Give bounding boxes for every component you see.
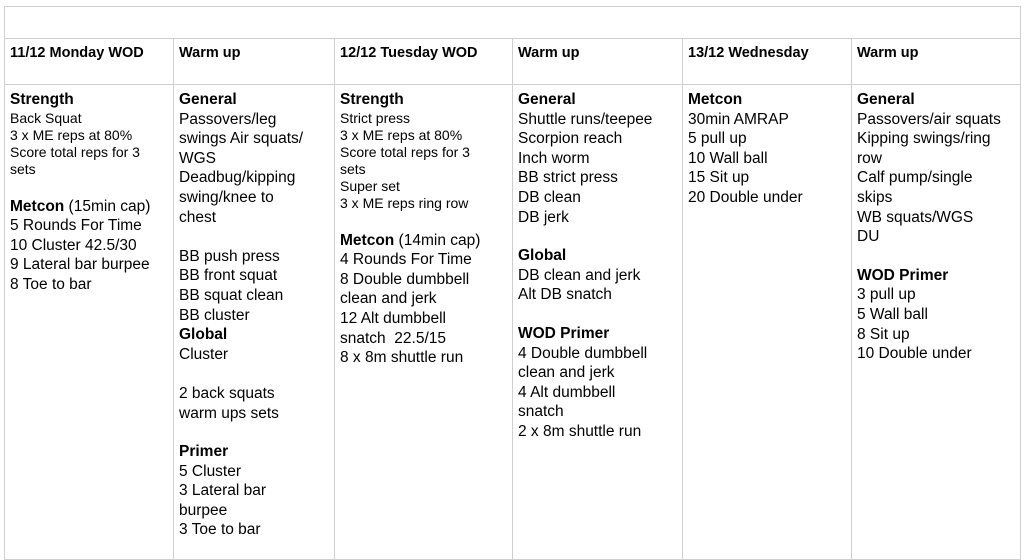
exercise-line: burpee: [179, 501, 228, 519]
block-heading-text: General: [179, 91, 237, 108]
workout-block: [10, 90, 168, 178]
workout-block: [518, 246, 677, 305]
exercise-line: 3 Toe to bar: [179, 521, 261, 539]
exercise-line: 3 pull up: [857, 286, 916, 304]
exercise-line: Kipping swings/ring: [857, 130, 991, 148]
exercise-line: 10 Wall ball: [688, 149, 768, 167]
workout-block: [179, 442, 329, 540]
exercise-line: Cluster: [179, 345, 229, 363]
exercise-line: 4 Double dumbbell: [518, 344, 648, 362]
exercise-line: sets: [340, 160, 366, 177]
exercise-line: BB cluster: [179, 306, 250, 324]
workout-block: [857, 266, 1015, 364]
block-heading: [179, 325, 329, 345]
workout-block: [340, 90, 507, 212]
exercise-line: sets: [10, 160, 36, 177]
exercise-line: Scorpion reach: [518, 130, 623, 148]
block-heading: [688, 90, 846, 110]
exercise-line: 3 x ME reps ring row: [340, 194, 469, 211]
workout-block: [518, 324, 677, 442]
exercise-line: [179, 364, 329, 384]
exercise-line: skips: [857, 188, 893, 206]
workout-block: [179, 90, 329, 325]
exercise-line: 9 Lateral bar burpee: [10, 256, 150, 274]
exercise-line: 5 Cluster: [179, 462, 242, 480]
column-header: 11/12 Monday WOD: [5, 39, 174, 85]
column-header: Warm up: [174, 39, 335, 85]
block-heading-text: General: [857, 91, 915, 108]
workout-block: [518, 90, 677, 227]
exercise-line: snatch 22.5/15: [340, 329, 446, 347]
exercise-line: BB front squat: [179, 267, 278, 285]
exercise-line: 5 Rounds For Time: [10, 217, 142, 235]
exercise-line: chest: [179, 208, 217, 226]
exercise-line: row: [857, 149, 882, 167]
exercise-line: 10 Double under: [857, 345, 972, 363]
exercise-line: DU: [857, 228, 880, 246]
block-heading: [179, 90, 329, 110]
exercise-line: Score total reps for 3: [10, 143, 140, 160]
block-heading: [179, 442, 329, 462]
exercise-line: Alt DB snatch: [518, 286, 612, 304]
block-heading-text: Global: [518, 247, 567, 265]
exercise-line: warm ups sets: [179, 404, 279, 422]
block-heading-text: Strength: [10, 91, 74, 108]
exercise-line: BB squat clean: [179, 286, 284, 304]
column-content: [5, 85, 174, 560]
exercise-line: DB clean: [518, 188, 581, 206]
block-heading: [10, 90, 168, 110]
block-heading: [340, 231, 507, 251]
block-heading-text: Strength: [340, 91, 404, 108]
block-heading-text: WOD Primer: [857, 266, 949, 284]
workout-block: [10, 197, 168, 295]
exercise-line: Shuttle runs/teepee: [518, 110, 653, 128]
workout-block: [688, 90, 846, 208]
exercise-line: DB jerk: [518, 208, 569, 226]
exercise-line: swing/knee to: [179, 188, 274, 206]
exercise-line: 4 Alt dumbbell: [518, 383, 616, 401]
exercise-line: Inch worm: [518, 149, 590, 167]
exercise-line: snatch: [518, 403, 564, 421]
exercise-line: 8 Toe to bar: [10, 275, 92, 293]
exercise-line: Back Squat: [10, 109, 82, 126]
exercise-line: 3 Lateral bar: [179, 482, 267, 500]
exercise-line: clean and jerk: [518, 364, 615, 382]
exercise-line: Strict press: [340, 109, 411, 126]
workout-block: [179, 325, 329, 423]
exercise-line: 10 Cluster 42.5/30: [10, 236, 137, 254]
column-header: Warm up: [513, 39, 683, 85]
block-heading: [518, 90, 677, 110]
column-header: 12/12 Tuesday WOD: [335, 39, 513, 85]
block-heading-text: Metcon: [10, 197, 65, 215]
block-heading-text: Metcon: [688, 91, 743, 108]
exercise-line: BB strict press: [518, 169, 618, 187]
exercise-line: Score total reps for 3: [340, 143, 470, 160]
exercise-line: clean and jerk: [340, 290, 437, 308]
content-row: [5, 85, 1021, 560]
exercise-line: 5 pull up: [688, 130, 747, 148]
exercise-line: 12 Alt dumbbell: [340, 309, 446, 327]
header-row: [5, 39, 1021, 85]
exercise-line: 3 x ME reps at 80%: [340, 126, 463, 143]
column-content: [683, 85, 852, 560]
table-title-row: [5, 7, 1021, 39]
exercise-line: 2 x 8m shuttle run: [518, 422, 642, 440]
block-heading: [10, 197, 168, 217]
column-content: [513, 85, 683, 560]
workout-block: [340, 231, 507, 368]
exercise-line: 20 Double under: [688, 188, 803, 206]
exercise-line: DB clean and jerk: [518, 266, 641, 284]
block-heading-text: General: [518, 91, 576, 108]
exercise-line: 8 Double dumbbell: [340, 270, 470, 288]
wod-table: [4, 6, 1021, 560]
exercise-line: Passovers/air squats: [857, 110, 1001, 128]
exercise-line: WB squats/WGS: [857, 208, 974, 226]
block-heading: [340, 90, 507, 110]
column-content: [174, 85, 335, 560]
exercise-line: Passovers/leg: [179, 110, 277, 128]
exercise-line: 30min AMRAP: [688, 110, 789, 128]
block-heading: [857, 90, 1015, 110]
title-cell: [5, 7, 1021, 39]
exercise-line: 2 back squats: [179, 384, 275, 402]
block-heading-text: Metcon: [340, 231, 395, 249]
column-header: Warm up: [852, 39, 1021, 85]
block-heading-text: WOD Primer: [518, 324, 610, 342]
column-content: [852, 85, 1021, 560]
block-heading-note: (14min cap): [394, 231, 481, 249]
column-header: 13/12 Wednesday: [683, 39, 852, 85]
exercise-line: 8 Sit up: [857, 325, 910, 343]
block-heading: [518, 324, 677, 344]
exercise-line: 3 x ME reps at 80%: [10, 126, 133, 143]
exercise-line: Deadbug/kipping: [179, 169, 296, 187]
exercise-line: [179, 227, 329, 247]
column-content: [335, 85, 513, 560]
exercise-line: swings Air squats/: [179, 130, 304, 148]
block-heading: [518, 246, 677, 266]
exercise-line: BB push press: [179, 247, 280, 265]
exercise-line: 4 Rounds For Time: [340, 251, 472, 269]
exercise-line: 8 x 8m shuttle run: [340, 349, 464, 367]
block-heading-note: (15min cap): [64, 197, 151, 215]
block-heading-text: Primer: [179, 443, 229, 461]
workout-block: [857, 90, 1015, 247]
exercise-line: 5 Wall ball: [857, 305, 928, 323]
block-heading-text: Global: [179, 326, 228, 344]
exercise-line: WGS: [179, 149, 217, 167]
exercise-line: 15 Sit up: [688, 169, 750, 187]
block-heading: [857, 266, 1015, 286]
exercise-line: Super set: [340, 177, 400, 194]
exercise-line: Calf pump/single: [857, 169, 973, 187]
